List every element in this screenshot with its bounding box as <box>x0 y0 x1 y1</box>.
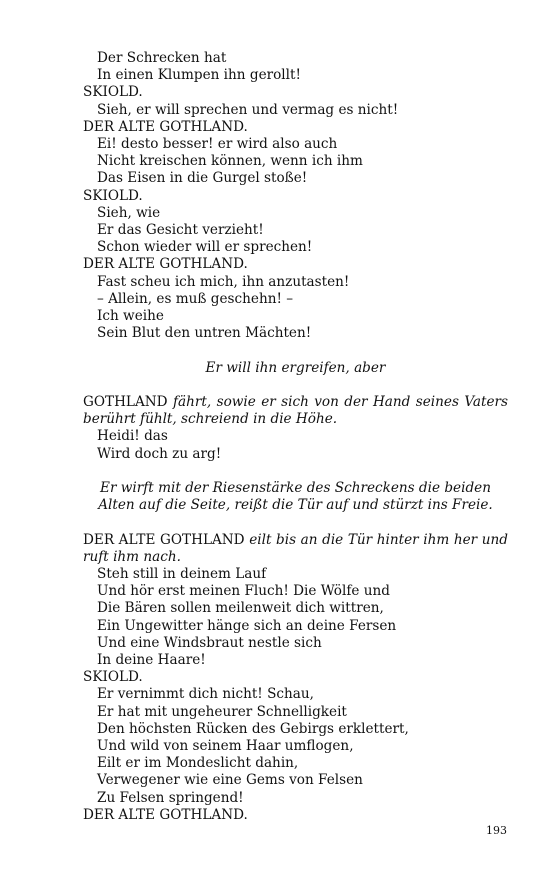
verse-line: Zu Felsen springend! <box>97 789 244 806</box>
verse-line: Er vernimmt dich nicht! Schau, <box>97 686 314 703</box>
speaker-name: GOTHLAND <box>83 394 168 411</box>
speaker-name: DER ALTE GOTHLAND. <box>83 118 248 135</box>
stage-direction-text: eilt bis an die Tür hinter ihm her und ruft ihm nach. <box>83 531 508 565</box>
dialogue-block-3 <box>83 566 508 824</box>
verse-line: Und wild von seinem Haar umflogen, <box>97 738 354 755</box>
speaker-name: DER ALTE GOTHLAND. <box>83 256 248 273</box>
dialogue-block-1 <box>83 50 508 342</box>
verse-line: Und eine Windsbraut nestle sich <box>97 634 322 651</box>
stage-direction-2 <box>83 394 508 428</box>
stage-direction-1: Er will ihn ergreifen, aber <box>205 359 386 376</box>
speaker-name: DER ALTE GOTHLAND <box>83 531 245 548</box>
speaker-name: SKIOLD. <box>83 187 143 204</box>
verse-line: In einen Klumpen ihn gerollt! <box>97 67 301 84</box>
speaker-name: DER ALTE GOTHLAND. <box>83 806 248 823</box>
stage-direction-4 <box>83 532 508 566</box>
verse-line: Heidi! das <box>97 428 168 445</box>
verse-line: Den höchsten Rücken des Gebirgs erklettert, <box>97 720 409 737</box>
verse-line: Ei! desto besser! er wird also auch <box>97 136 338 153</box>
verse-line: Wird doch zu arg! <box>97 445 222 462</box>
verse-line: Fast scheu ich mich, ihn anzutasten! <box>97 273 350 290</box>
verse-line: Ein Ungewitter hänge sich an deine Fersen <box>97 617 397 634</box>
stage-direction-3: Er wirft mit der Riesenstärke des Schreckens die beiden Alten auf die Seite, reißt die Tür auf und stürzt ins Freie. <box>98 480 493 514</box>
verse-line: Er das Gesicht verzieht! <box>97 222 264 239</box>
dialogue-block-2 <box>83 428 508 462</box>
verse-line: Nicht kreischen können, wenn ich ihm <box>97 153 363 170</box>
verse-line: Steh still in deinem Lauf <box>97 566 267 583</box>
verse-line: In deine Haare! <box>97 652 206 669</box>
text-column <box>83 50 508 824</box>
verse-line: Die Bären sollen meilenweit dich wittren, <box>97 600 384 617</box>
speaker-name: SKIOLD. <box>83 84 143 101</box>
verse-line: Eilt er im Mondeslicht dahin, <box>97 755 299 772</box>
verse-line: Das Eisen in die Gurgel stoße! <box>97 170 308 187</box>
stage-direction-text: fährt, sowie er sich von der Hand seines Vaters berührt fühlt, schreiend in die Höhe. <box>83 394 508 428</box>
verse-line: – Allein, es muß geschehn! – <box>97 290 294 307</box>
verse-line: Ich weihe <box>97 308 164 325</box>
verse-line: Er hat mit ungeheurer Schnelligkeit <box>97 703 347 720</box>
page-number: 193 <box>486 824 507 837</box>
verse-line: Schon wieder will er sprechen! <box>97 239 313 256</box>
verse-line: Sein Blut den untren Mächten! <box>97 325 312 342</box>
verse-line: Sieh, er will sprechen und vermag es nicht! <box>97 101 399 118</box>
speaker-name: SKIOLD. <box>83 669 143 686</box>
verse-line: Verwegener wie eine Gems von Felsen <box>97 772 363 789</box>
verse-line: Sieh, wie <box>97 204 161 221</box>
verse-line: Und hör erst meinen Fluch! Die Wölfe und <box>97 583 390 600</box>
verse-line: Der Schrecken hat <box>97 50 227 66</box>
